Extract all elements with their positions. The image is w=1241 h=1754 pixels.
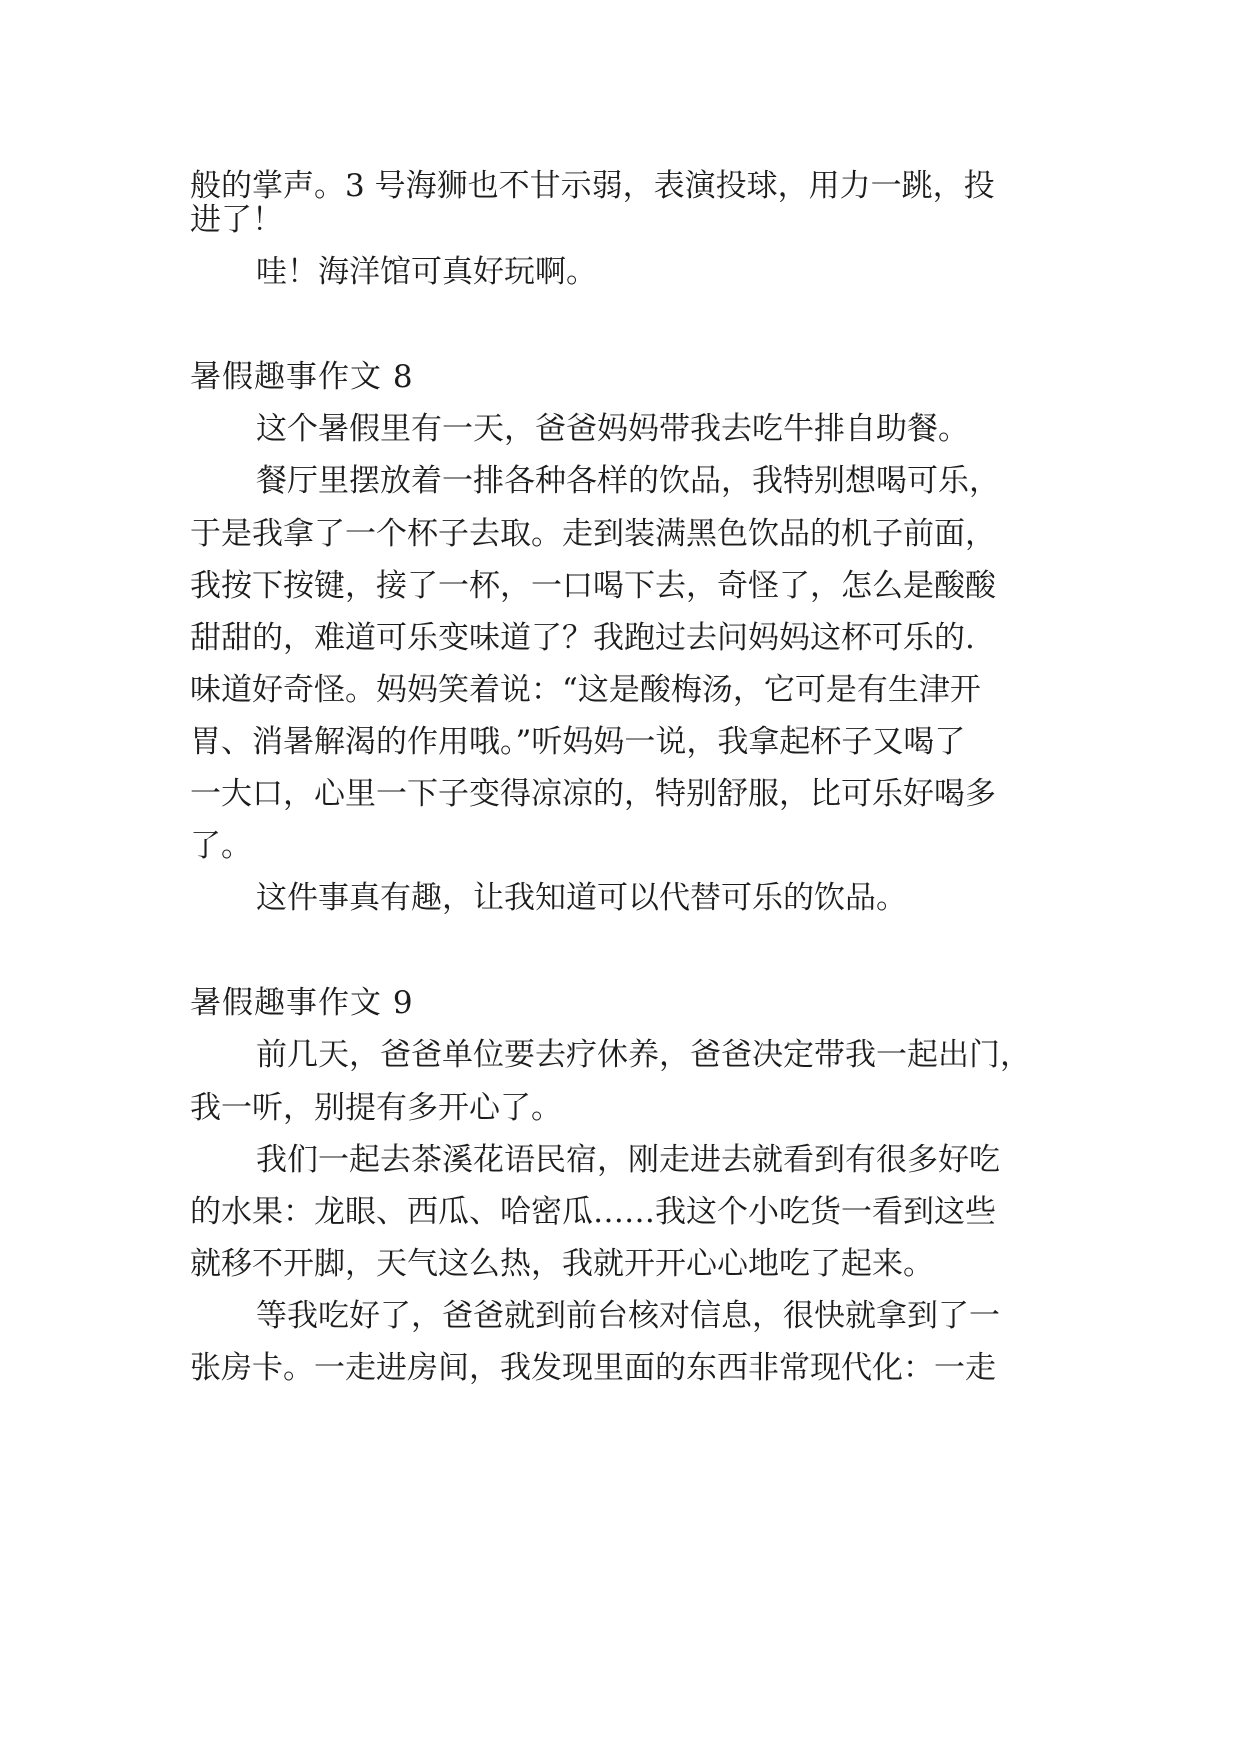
text-line: 胃、消暑解渴的作用哦。”听妈妈一说，我拿起杯子又喝了 xyxy=(190,724,966,760)
text-line: 甜甜的，难道可乐变味道了？我跑过去问妈妈这杯可乐的. xyxy=(190,620,975,656)
text-line: 味道好奇怪。妈妈笑着说：“这是酸梅汤，它可是有生津开 xyxy=(190,672,981,708)
paragraph-line: 哇！海洋馆可真好玩啊。 xyxy=(256,254,597,290)
paragraph-line: 餐厅里摆放着一排各种各样的饮品，我特别想喝可乐， xyxy=(256,463,1000,499)
paragraph-line: 这件事真有趣，让我知道可以代替可乐的饮品。 xyxy=(256,880,907,916)
text-line: 般的掌声。3 号海狮也不甘示弱，表演投球，用力一跳，投 xyxy=(190,168,995,204)
text-line: 我按下按键，接了一杯，一口喝下去，奇怪了，怎么是酸酸 xyxy=(190,568,996,604)
text-line: 的水果：龙眼、西瓜、哈密瓜……我这个小吃货一看到这些 xyxy=(190,1194,996,1230)
text-line: 一大口，心里一下子变得凉凉的，特别舒服，比可乐好喝多 xyxy=(190,776,996,812)
text-line: 就移不开脚，天气这么热，我就开开心心地吃了起来。 xyxy=(190,1246,934,1282)
paragraph-line: 前几天，爸爸单位要去疗休养，爸爸决定带我一起出门， xyxy=(256,1037,1031,1073)
paragraph-line: 等我吃好了，爸爸就到前台核对信息，很快就拿到了一 xyxy=(256,1298,1000,1334)
text-line: 于是我拿了一个杯子去取。走到装满黑色饮品的机子前面， xyxy=(190,516,996,552)
section-heading: 暑假趣事作文 9 xyxy=(190,985,414,1021)
text-line: 进了！ xyxy=(190,202,283,238)
text-line: 我一听，别提有多开心了。 xyxy=(190,1090,562,1126)
paragraph-line: 我们一起去茶溪花语民宿，刚走进去就看到有很多好吃 xyxy=(256,1142,1000,1178)
text-line: 了。 xyxy=(190,828,252,864)
paragraph-line: 这个暑假里有一天，爸爸妈妈带我去吃牛排自助餐。 xyxy=(256,411,969,447)
text-line: 张房卡。一走进房间，我发现里面的东西非常现代化：一走 xyxy=(190,1350,996,1386)
section-heading: 暑假趣事作文 8 xyxy=(190,359,414,395)
